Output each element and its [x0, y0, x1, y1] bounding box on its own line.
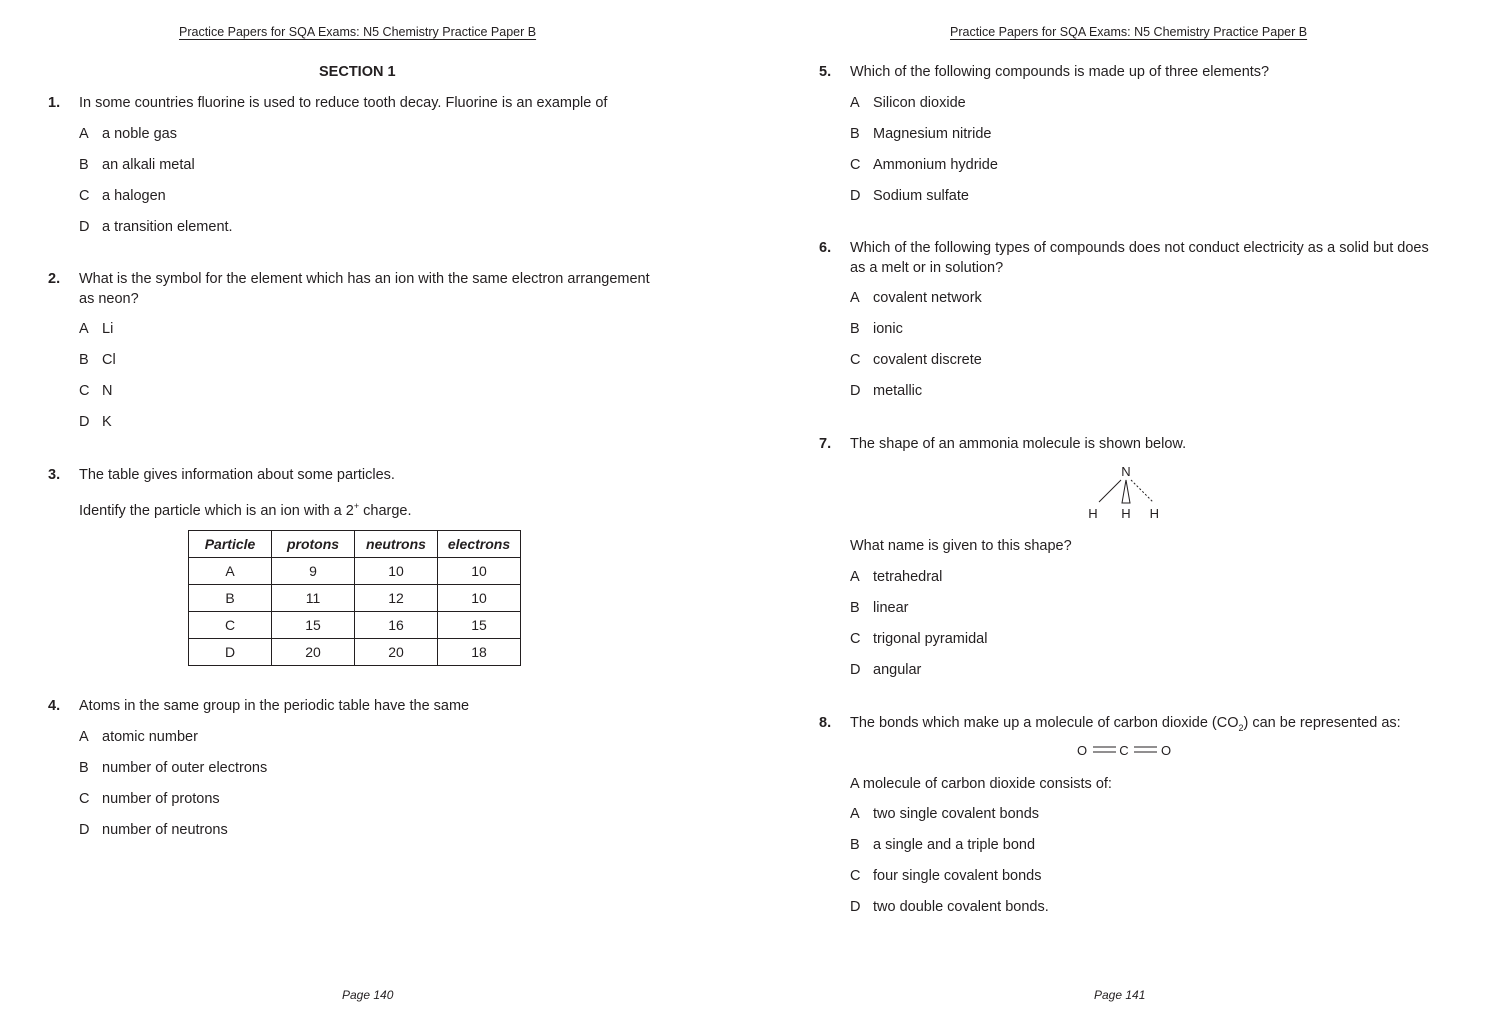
question-3-text: The table gives information about some particles. — [79, 467, 395, 483]
question-6-option-d: D metallic — [850, 383, 923, 399]
table-cell: A — [189, 558, 272, 585]
table-header-cell: protons — [272, 531, 355, 558]
question-8-option-b: B a single and a triple bond — [850, 837, 1036, 853]
question-5-text: Which of the following compounds is made up of three elements? — [850, 64, 1270, 80]
question-7-number: 7. — [819, 436, 832, 452]
nitrogen-atom-label: N — [1121, 464, 1131, 479]
question-4-option-d: D number of neutrons — [79, 822, 228, 838]
running-head: Practice Papers for SQA Exams: N5 Chemistry Practice Paper B — [950, 25, 1308, 39]
question-1-number: 1. — [48, 95, 61, 111]
question-1-option-c: C a halogen — [79, 188, 166, 204]
table-cell: 10 — [355, 558, 438, 585]
oxygen-atom-label: O — [1160, 743, 1172, 758]
question-1-option-d: D a transition element. — [79, 219, 233, 235]
table-cell: B — [189, 585, 272, 612]
n-h-bond-left — [1099, 480, 1121, 502]
question-5-option-d: D Sodium sulfate — [850, 188, 969, 204]
question-6-option-b: B ionic — [850, 321, 903, 337]
table-cell: 15 — [272, 612, 355, 639]
table-cell: 10 — [438, 558, 521, 585]
question-7-text: The shape of an ammonia molecule is shown below. — [850, 436, 1187, 452]
question-8-followup: A molecule of carbon dioxide consists of: — [850, 776, 1112, 792]
question-1-option-b: B an alkali metal — [79, 157, 195, 173]
carbon-dioxide-diagram — [1076, 740, 1178, 760]
question-8-option-a: A two single covalent bonds — [850, 806, 1040, 822]
question-7-option-a: A tetrahedral — [850, 569, 943, 585]
question-2-option-b: B Cl — [79, 352, 116, 368]
question-4-option-a: A atomic number — [79, 729, 198, 745]
table-cell: 18 — [438, 639, 521, 666]
table-cell: 11 — [272, 585, 355, 612]
question-6-option-a: A covalent network — [850, 290, 982, 306]
question-8-option-d: D two double covalent bonds. — [850, 899, 1049, 915]
ammonia-molecule-diagram — [1080, 460, 1160, 526]
table-row — [189, 639, 521, 666]
particle-table — [188, 530, 521, 666]
table-cell: 15 — [438, 612, 521, 639]
page-number: Page 140 — [342, 988, 394, 1002]
n-h-wedge-bond — [1122, 480, 1130, 503]
section-title: SECTION 1 — [319, 64, 396, 80]
question-5-option-a: A Silicon dioxide — [850, 95, 966, 111]
table-cell: 12 — [355, 585, 438, 612]
table-cell: 16 — [355, 612, 438, 639]
question-7-option-d: D angular — [850, 662, 922, 678]
table-row — [189, 585, 521, 612]
question-7-option-b: B linear — [850, 600, 909, 616]
question-7-option-c: C trigonal pyramidal — [850, 631, 988, 647]
table-cell: D — [189, 639, 272, 666]
running-head: Practice Papers for SQA Exams: N5 Chemistry Practice Paper B — [179, 25, 537, 39]
question-6-text: Which of the following types of compounds does not conduct electricity as a solid but does as a melt or in solution? — [850, 240, 1429, 276]
question-4-option-c: C number of protons — [79, 791, 220, 807]
question-4-option-b: B number of outer electrons — [79, 760, 268, 776]
question-2-option-a: A Li — [79, 321, 114, 337]
question-2-option-d: D K — [79, 414, 112, 430]
n-h-hashed-bond — [1131, 480, 1153, 502]
hydrogen-atom-label: H — [1088, 506, 1098, 521]
question-6-option-c: C covalent discrete — [850, 352, 982, 368]
question-5-number: 5. — [819, 64, 832, 80]
table-row — [189, 558, 521, 585]
table-cell: 9 — [272, 558, 355, 585]
question-5-option-b: B Magnesium nitride — [850, 126, 992, 142]
question-6-number: 6. — [819, 240, 832, 256]
question-3-number: 3. — [48, 467, 61, 483]
page-141 — [750, 0, 1500, 1027]
question-1-option-a: A a noble gas — [79, 126, 177, 142]
hydrogen-atom-label: H — [1149, 506, 1159, 521]
question-4-number: 4. — [48, 698, 61, 714]
question-5-option-c: C Ammonium hydride — [850, 157, 998, 173]
table-cell: 20 — [355, 639, 438, 666]
question-2-text: What is the symbol for the element which has an ion with the same electron arrangement as neon? — [79, 271, 650, 307]
question-4-text: Atoms in the same group in the periodic table have the same — [79, 698, 470, 714]
table-header-row — [189, 531, 521, 558]
question-8-text: The bonds which make up a molecule of carbon dioxide $(CO_2)$ can be represented as: — [850, 715, 1401, 733]
question-2-option-c: C N — [79, 383, 113, 399]
table-cell: 10 — [438, 585, 521, 612]
table-header-cell: neutrons — [355, 531, 438, 558]
table-cell: C — [189, 612, 272, 639]
question-2-number: 2. — [48, 271, 61, 287]
question-8-number: 8. — [819, 715, 832, 731]
table-header-cell: Particle — [189, 531, 272, 558]
table-row — [189, 612, 521, 639]
carbon-atom-label: C — [1119, 743, 1129, 758]
table-cell: 20 — [272, 639, 355, 666]
page-number: Page 141 — [1094, 988, 1146, 1002]
question-7-followup: What name is given to this shape? — [850, 538, 1072, 554]
question-3-instruction: Identify the particle which is an ion with a 2+ charge. — [79, 501, 412, 519]
table-header-cell: electrons — [438, 531, 521, 558]
question-1-text: In some countries fluorine is used to reduce tooth decay. Fluorine is an example of — [79, 95, 608, 111]
hydrogen-atom-label: H — [1121, 506, 1131, 521]
oxygen-atom-label: O — [1076, 743, 1088, 758]
question-8-option-c: C four single covalent bonds — [850, 868, 1042, 884]
